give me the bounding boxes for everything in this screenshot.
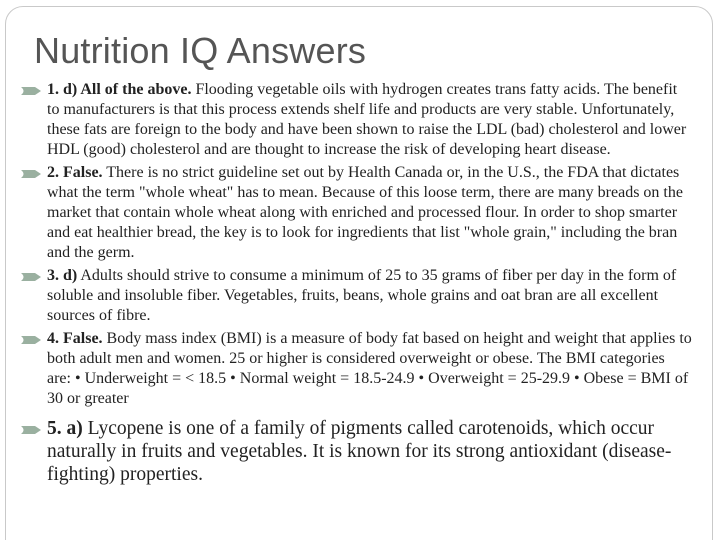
slide-title: Nutrition IQ Answers	[34, 30, 367, 71]
answer-body: Flooding vegetable oils with hydrogen creates trans fatty acids. The benefit to manufacturers is that this process extends shelf life and products are very stable. Unfortunately, these fats are foreign to the body and have been shown to raise the LDL (bad) cholesterol and lower HDL (good) cholesterol and are thought to increase the risk of developing heart disease.	[47, 81, 687, 158]
arrow-bullet-icon	[20, 425, 42, 435]
answer-lead: 2. False.	[47, 164, 103, 181]
answer-body: Adults should strive to consume a minimum of 25 to 35 grams of fiber per day in the form of soluble and insoluble fiber. Vegetables, fruits, beans, whole grains and oat bran are all excellent sources of fibre.	[47, 267, 677, 324]
answer-body: Lycopene is one of a family of pigments called carotenoids, which occur naturally in fruits and vegetables. It is known for its strong antioxidant (disease-fighting) properties.	[47, 418, 672, 485]
answer-lead: 3. d)	[47, 267, 78, 284]
answer-item-5	[20, 417, 692, 486]
answer-item-4	[20, 329, 692, 409]
answer-lead: 4. False.	[47, 330, 103, 347]
answer-lead: 5. a)	[47, 418, 83, 439]
answer-item-2	[20, 163, 692, 263]
answer-item-3	[20, 266, 692, 326]
arrow-bullet-icon	[20, 272, 42, 282]
arrow-bullet-icon	[20, 86, 42, 96]
answer-item-1	[20, 80, 692, 160]
arrow-bullet-icon	[20, 169, 42, 179]
arrow-bullet-icon	[20, 335, 42, 345]
answer-lead: 1. d) All of the above.	[47, 81, 192, 98]
answer-body: There is no strict guideline set out by Health Canada or, in the U.S., the FDA that dictates what the term "whole wheat" has to mean. Because of this loose term, there are many breads on the market that contain whole wheat along with enriched and processed flour. In order to shop smarter and eat healthier bread, the key is to look for ingredients that list "whole grain," including the bran and the germ.	[47, 164, 683, 261]
answer-list	[20, 80, 692, 489]
answer-body: Body mass index (BMI) is a measure of body fat based on height and weight that applies to both adult men and women. 25 or higher is considered overweight or obese. The BMI categories are: • Underweight = < 18.5 • Normal weight = 18.5-24.9 • Overweight = 25-29.9 • Obese = BMI of 30 or greater	[47, 330, 692, 407]
